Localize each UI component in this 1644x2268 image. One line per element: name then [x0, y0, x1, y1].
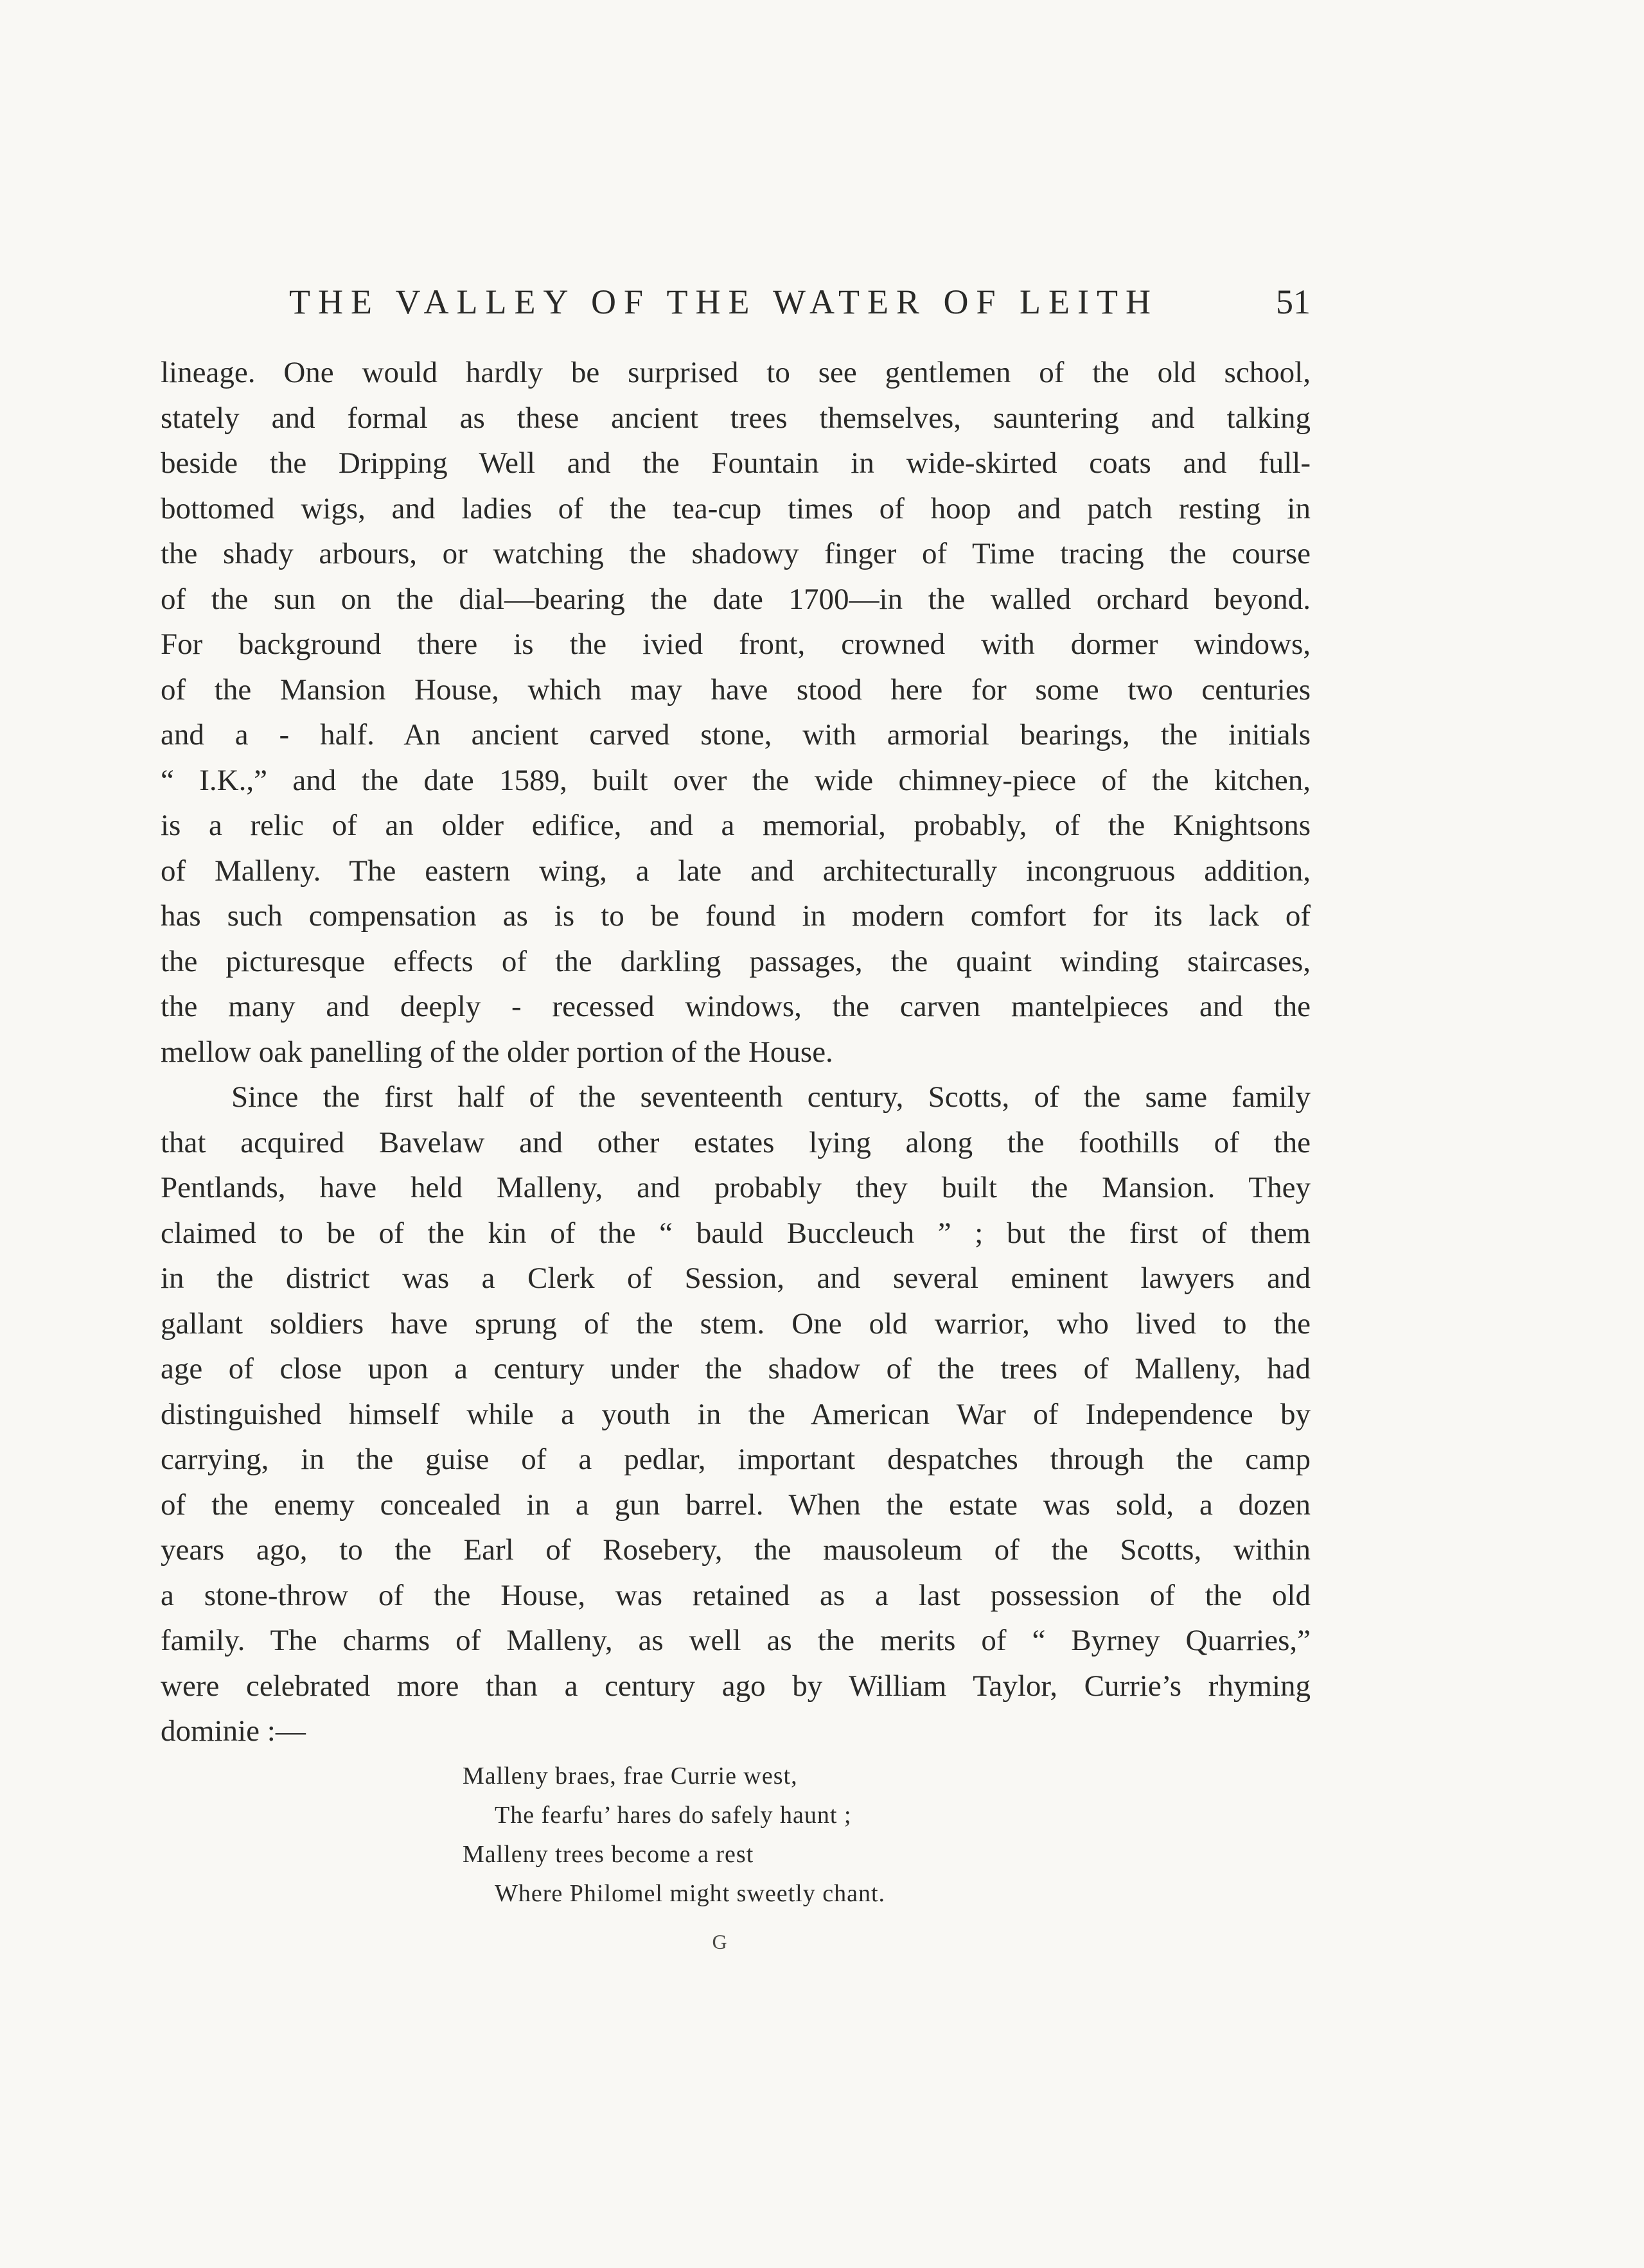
signature-mark: G	[712, 1930, 727, 1953]
text-line: of the sun on the dial—bearing the date 1700—in the walled orchard beyond.	[161, 582, 1311, 616]
running-head	[161, 270, 1311, 334]
text-line: and a - half. An ancient carved stone, with armorial bearings, the initials	[161, 718, 1311, 752]
text-line: of the Mansion House, which may have stood here for some two centuries	[161, 672, 1311, 707]
text-line: stately and formal as these ancient trees themselves, sauntering and talking	[161, 401, 1311, 435]
text-line: were celebrated more than a century ago by William Taylor, Currie’s rhyming	[161, 1669, 1311, 1703]
text-line: of the enemy concealed in a gun barrel. When the estate was sold, a dozen	[161, 1488, 1311, 1522]
body-text	[161, 350, 1311, 1754]
text-line: distinguished himself while a youth in the American War of Independence by	[161, 1397, 1311, 1431]
text-line: family. The charms of Malleny, as well as the merits of “ Byrney Quarries,”	[161, 1624, 1311, 1657]
text-line: the shady arbours, or watching the shadowy finger of Time tracing the course	[161, 537, 1311, 570]
text-line: a stone-throw of the House, was retained as a last possession of the old	[161, 1578, 1311, 1612]
text-line: that acquired Bavelaw and other estates lying along the foothills of the	[161, 1125, 1311, 1159]
text-line: in the district was a Clerk of Session, and several eminent lawyers and	[161, 1261, 1311, 1295]
text-line: lineage. One would hardly be surprised to see gentlemen of the old school,	[161, 356, 1311, 389]
text-line: the picturesque effects of the darkling passages, the quaint winding staircases,	[161, 944, 1311, 978]
text-line: of Malleny. The eastern wing, a late and architecturally incongruous addition,	[161, 854, 1311, 888]
verse-line: The fearfu’ hares do safely haunt ;	[495, 1802, 852, 1829]
text-line: Pentlands, have held Malleny, and probably they built the Mansion. They	[161, 1171, 1311, 1204]
verse-line: Malleny braes, frae Currie west,	[463, 1763, 798, 1789]
running-title: THE VALLEY OF THE WATER OF LEITH	[289, 283, 1158, 321]
text-line: beside the Dripping Well and the Fountain in wide-skirted coats and full-	[161, 446, 1311, 480]
text-line: Since the first half of the seventeenth century, Scotts, of the same family	[231, 1080, 1311, 1114]
text-line: age of close upon a century under the shadow of the trees of Malleny, had	[161, 1352, 1311, 1385]
text-line: bottomed wigs, and ladies of the tea-cup times of hoop and patch resting in	[161, 491, 1311, 525]
text-line: mellow oak panelling of the older portion of the House.	[161, 1035, 833, 1069]
text-line: is a relic of an older edifice, and a memorial, probably, of the Knightsons	[161, 809, 1311, 842]
text-line: For background there is the ivied front, crowned with dormer windows,	[161, 628, 1311, 661]
text-line: the many and deeply - recessed windows, the carven mantelpieces and the	[161, 990, 1311, 1023]
text-line: “ I.K.,” and the date 1589, built over the wide chimney-piece of the kitchen,	[161, 763, 1311, 797]
text-line: carrying, in the guise of a pedlar, important despatches through the camp	[161, 1443, 1311, 1476]
text-line: years ago, to the Earl of Rosebery, the mausoleum of the Scotts, within	[161, 1533, 1311, 1567]
text-line: gallant soldiers have sprung of the stem. One old warrior, who lived to the	[161, 1306, 1311, 1341]
text-line: has such compensation as is to be found in modern comfort for its lack of	[161, 899, 1311, 933]
text-line: claimed to be of the kin of the “ bauld Buccleuch ” ; but the first of them	[161, 1216, 1311, 1250]
verse-line: Malleny trees become a rest	[463, 1841, 754, 1868]
verse-quotation	[463, 1757, 1041, 1913]
page-number: 51	[1276, 283, 1311, 321]
verse-line: Where Philomel might sweetly chant.	[495, 1880, 886, 1907]
text-line: dominie :—	[161, 1714, 306, 1748]
